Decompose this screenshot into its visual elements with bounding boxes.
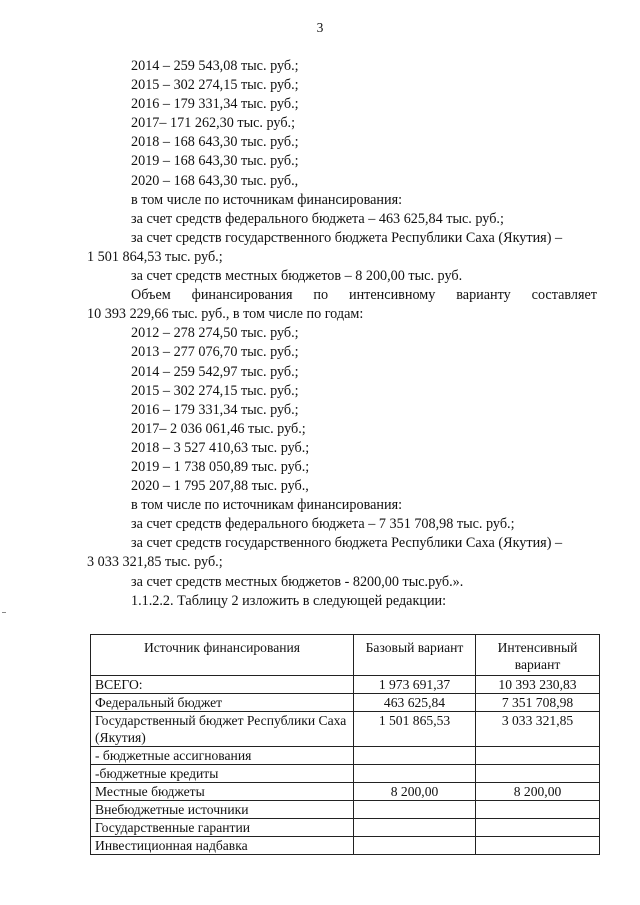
- text-line: за счет средств федерального бюджета – 7 351 708,98 тыс. руб.;: [131, 516, 515, 533]
- text-line: 2018 – 168 643,30 тыс. руб.;: [131, 134, 299, 151]
- header-intensive: Интенсивный вариант: [476, 635, 600, 676]
- text-line: 2014 – 259 542,97 тыс. руб.;: [131, 363, 299, 380]
- cell-source: Внебюджетные источники: [91, 801, 354, 819]
- cell-intensive: [476, 747, 600, 765]
- cell-source: ВСЕГО:: [91, 676, 354, 694]
- text-line: в том числе по источникам финансирования:: [131, 191, 403, 208]
- cell-intensive: [476, 801, 600, 819]
- cell-intensive: [476, 819, 600, 837]
- text-line: 2016 – 179 331,34 тыс. руб.;: [131, 96, 299, 113]
- cell-base: 463 625,84: [354, 694, 476, 712]
- table-row: [91, 765, 600, 783]
- table-row: [91, 712, 600, 747]
- text-line: 2012 – 278 274,50 тыс. руб.;: [131, 325, 299, 342]
- cell-intensive: 10 393 230,83: [476, 676, 600, 694]
- cell-source: Инвестиционная надбавка: [91, 837, 354, 855]
- text-line: Объем финансирования по интенсивному варианту составляет: [131, 287, 597, 304]
- text-line: за счет средств государственного бюджета Республики Саха (Якутия) –: [131, 229, 563, 246]
- text-line: 2019 – 168 643,30 тыс. руб.;: [131, 153, 299, 170]
- cell-source: -бюджетные кредиты: [91, 765, 354, 783]
- text-line: 2014 – 259 543,08 тыс. руб.;: [131, 58, 299, 74]
- text-line: за счет средств местных бюджетов – 8 200,00 тыс. руб.: [131, 268, 463, 285]
- text-line: 2018 – 3 527 410,63 тыс. руб.;: [131, 439, 310, 456]
- financing-table: [90, 634, 600, 855]
- cell-intensive: 8 200,00: [476, 783, 600, 801]
- cell-intensive: 7 351 708,98: [476, 694, 600, 712]
- cell-base: [354, 747, 476, 765]
- text-line: 2017– 171 262,30 тыс. руб.;: [131, 115, 296, 132]
- cell-base: 1 973 691,37: [354, 676, 476, 694]
- cell-base: [354, 819, 476, 837]
- table-row: [91, 747, 600, 765]
- text-line: 2019 – 1 738 050,89 тыс. руб.;: [131, 458, 310, 475]
- page-number: 3: [316, 20, 324, 35]
- text-line: 2016 – 179 331,34 тыс. руб.;: [131, 401, 299, 418]
- text-line: 2017– 2 036 061,46 тыс. руб.;: [131, 420, 306, 437]
- text-line: 2020 – 1 795 207,88 тыс. руб.,: [131, 478, 309, 495]
- cell-source: Федеральный бюджет: [91, 694, 354, 712]
- text-line: 1.1.2.2. Таблицу 2 изложить в следующей редакции:: [131, 592, 447, 609]
- cell-base: [354, 801, 476, 819]
- header-base: Базовый вариант: [354, 635, 476, 676]
- text-line: 1 501 864,53 тыс. руб.;: [87, 248, 223, 265]
- table-row: [91, 783, 600, 801]
- cell-source: Местные бюджеты: [91, 783, 354, 801]
- table-row: [91, 837, 600, 855]
- table-row: [91, 676, 600, 694]
- text-line: 2013 – 277 076,70 тыс. руб.;: [131, 344, 299, 361]
- cell-source: Государственные гарантии: [91, 819, 354, 837]
- table-row: [91, 819, 600, 837]
- text-line: 2015 – 302 274,15 тыс. руб.;: [131, 77, 299, 94]
- text-line: за счет средств местных бюджетов - 8200,00 тыс.руб.».: [131, 573, 464, 590]
- text-line: 3 033 321,85 тыс. руб.;: [87, 554, 223, 571]
- cell-intensive: 3 033 321,85: [476, 712, 600, 747]
- table-row: [91, 801, 600, 819]
- cell-base: [354, 765, 476, 783]
- document-body: [87, 57, 597, 611]
- cell-base: [354, 837, 476, 855]
- text-line: 2015 – 302 274,15 тыс. руб.;: [131, 382, 299, 399]
- text-line: в том числе по источникам финансирования:: [131, 497, 403, 514]
- cell-source: Государственный бюджет Республики Саха (Якутия): [91, 712, 354, 747]
- text-line: 10 393 229,66 тыс. руб., в том числе по годам:: [87, 306, 364, 323]
- cell-base: 8 200,00: [354, 783, 476, 801]
- cell-intensive: [476, 837, 600, 855]
- table-header-row: [91, 635, 600, 676]
- text-line: за счет средств государственного бюджета Республики Саха (Якутия) –: [131, 535, 563, 552]
- cell-base: 1 501 865,53: [354, 712, 476, 747]
- cell-intensive: [476, 765, 600, 783]
- cell-source: - бюджетные ассигнования: [91, 747, 354, 765]
- header-source: Источник финансирования: [91, 635, 354, 676]
- text-line: за счет средств федерального бюджета – 463 625,84 тыс. руб.;: [131, 210, 504, 227]
- scan-edge-mark: [2, 612, 6, 613]
- table-row: [91, 694, 600, 712]
- text-line: 2020 – 168 643,30 тыс. руб.,: [131, 172, 299, 189]
